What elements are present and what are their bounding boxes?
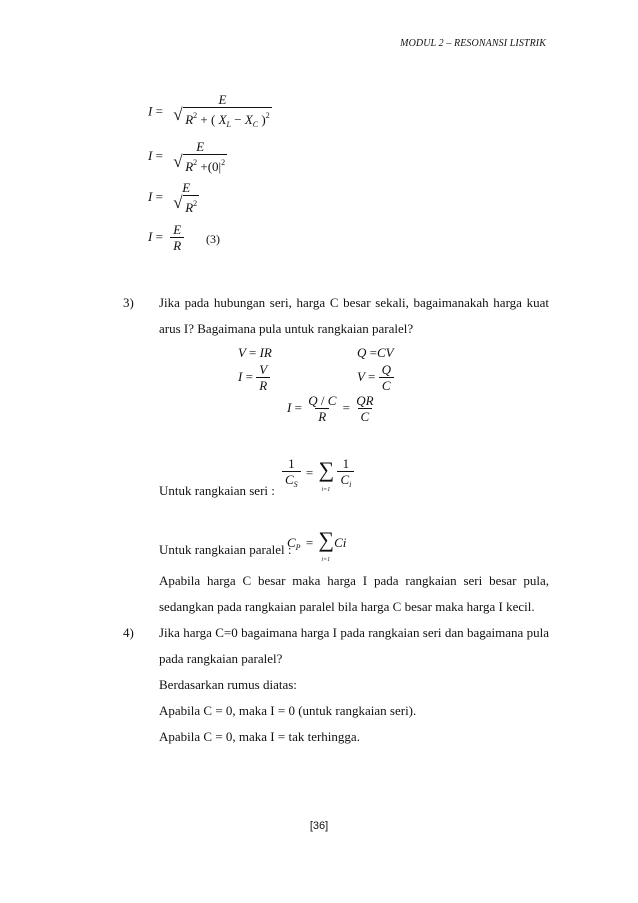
page-number: [36] [309, 820, 329, 832]
equation-sqrt-r: I = E √ $R^2$ [148, 180, 198, 215]
seri-label: Untuk rangkaian seri : [159, 483, 275, 498]
answer-3-line2: sedangkan pada rangkaian paralel bila harga C besar maka harga I kecil. [159, 599, 535, 614]
question-3-line2: arus I? Bagaimana pula untuk rangkaian paralel? [159, 321, 414, 336]
paralel-label: Untuk rangkaian paralel : [159, 542, 292, 557]
question-4-line1: Jika harga C=0 bagaimana harga I pada rangkaian seri dan bagaimana pula [159, 625, 549, 640]
question-3-line1: Jika pada hubungan seri, harga C besar sekali, bagaimanakah harga kuat [159, 295, 549, 310]
question-4-line2: pada rangkaian paralel? [159, 651, 283, 666]
equation-series-capacitance: $\frac{1}{C_S}$ = ∑ i=1 $\frac{1}{C_i}$ [282, 456, 354, 493]
question-4-number: 4) [123, 625, 134, 640]
equation-label: (3) [206, 232, 220, 246]
equation-v-qc: V = $\frac{Q}{C}$ [357, 362, 394, 394]
equation-q-cv: Q =CV [357, 345, 394, 360]
equation-parallel-capacitance: $C_P$ = ∑ i=1 Ci [287, 527, 347, 563]
equation-i-vr: I = $\frac{V}{R}$ [238, 362, 270, 394]
question-4-line3: Berdasarkan rumus diatas: [159, 677, 297, 692]
equation-i-combined: I = $\frac{Q / C}{R}$ = $\frac{QR}{C}$ [287, 393, 374, 424]
question-4-line4: Apabila C = 0, maka I = 0 (untuk rangkaian seri). [159, 703, 417, 718]
question-3-number: 3) [123, 295, 134, 310]
answer-3-line1: Apabila harga C besar maka harga I pada rangkaian seri besar pula, [159, 573, 549, 588]
question-4-line5: Apabila C = 0, maka I = tak terhingga. [159, 729, 360, 744]
equation-resonance-zero: I = E √ $R^2 +(0|^2$ [148, 139, 226, 174]
equation-impedance: I = E √ $R^2$ + ( $X_L - X_C$ )$^2$ [148, 92, 275, 133]
equation-v-ir: V = IR [238, 345, 272, 360]
page-header: MODUL 2 – RESONANSI LISTRIK [400, 38, 546, 49]
equation-ohm: I = $\frac{E}{R}$ [148, 222, 184, 254]
